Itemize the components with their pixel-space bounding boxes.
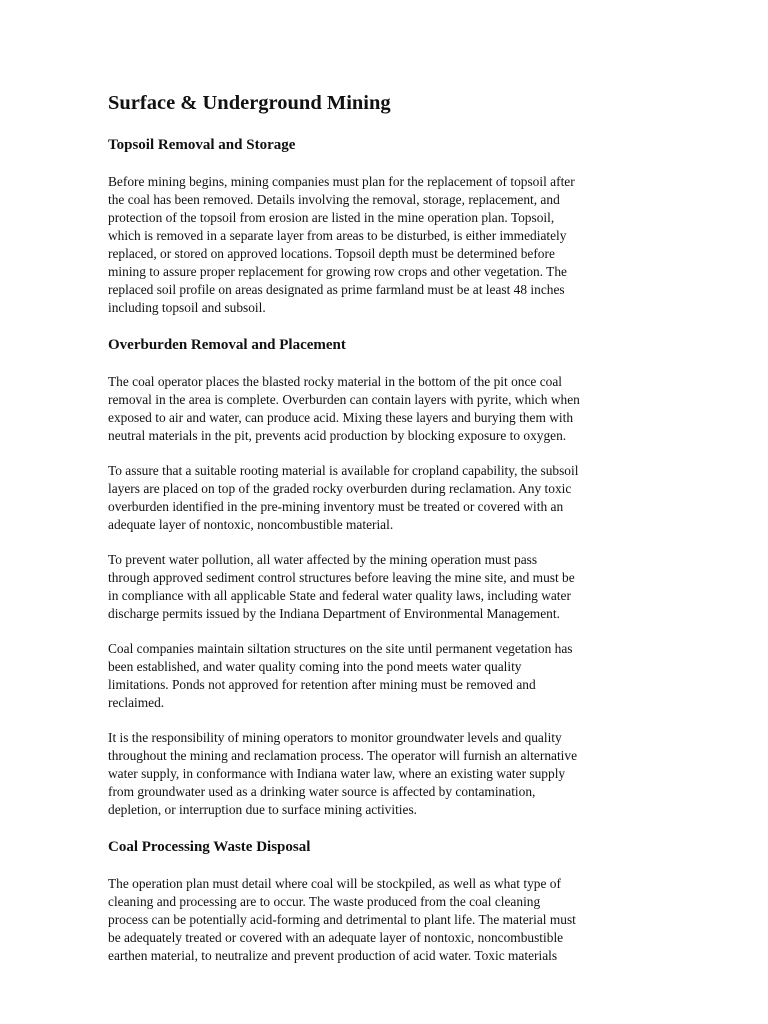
section-heading: Topsoil Removal and Storage (108, 137, 296, 153)
section-overburden (108, 334, 668, 819)
section-heading: Overburden Removal and Placement (108, 337, 346, 353)
section-coal-processing (108, 836, 668, 965)
paragraph: Coal companies maintain siltation structures on the site until permanent vegetation has been established, and water quality coming into the pond meets water quality limitations. Ponds not approved for retention after mining must be removed and reclaimed. (108, 641, 573, 710)
paragraph: To assure that a suitable rooting material is available for cropland capability, the subsoil layers are placed on top of the graded rocky overburden during reclamation. Any toxic overburden identified in the pre-mining inventory must be treated or covered with an adequate layer of nontoxic, noncombustible material. (108, 463, 579, 532)
section-topsoil (108, 134, 668, 317)
paragraph: The coal operator places the blasted rocky material in the bottom of the pit once coal removal in the area is complete. Overburden can contain layers with pyrite, which when exposed to air and water, can produce acid. Mixing these layers and burying them with neutral materials in the pit, prevents acid production by blocking exposure to oxygen. (108, 374, 580, 443)
page-title: Surface & Underground Mining (108, 92, 391, 114)
document-page (108, 88, 668, 982)
paragraph: To prevent water pollution, all water affected by the mining operation must pass through approved sediment control structures before leaving the mine site, and must be in compliance with all applicable State and federal water quality laws, including water discharge permits issued by the Indiana Department of Environmental Management. (108, 552, 575, 621)
section-heading: Coal Processing Waste Disposal (108, 839, 311, 855)
paragraph: Before mining begins, mining companies must plan for the replacement of topsoil after the coal has been removed. Details involving the removal, storage, replacement, and protection of the topsoil from erosion are listed in the mine operation plan. Topsoil, which is removed in a separate layer from areas to be disturbed, is either immediately replaced, or stored on approved locations. Topsoil depth must be determined before mining to assure proper replacement for growing row crops and other vegetation. The replaced soil profile on areas designated as prime farmland must be at least 48 inches including topsoil and subsoil. (108, 174, 575, 315)
paragraph: It is the responsibility of mining operators to monitor groundwater levels and quality throughout the mining and reclamation process. The operator will furnish an alternative water supply, in conformance with Indiana water law, where an existing water supply from groundwater used as a drinking water source is affected by contamination, depletion, or interruption due to surface mining activities. (108, 730, 578, 817)
paragraph: The operation plan must detail where coal will be stockpiled, as well as what type of cleaning and processing are to occur. The waste produced from the coal cleaning process can be potentially acid-forming and detrimental to plant life. The material must be adequately treated or covered with an adequate layer of nontoxic, noncombustible earthen material, to neutralize and prevent production of acid water. Toxic materials (108, 876, 576, 963)
